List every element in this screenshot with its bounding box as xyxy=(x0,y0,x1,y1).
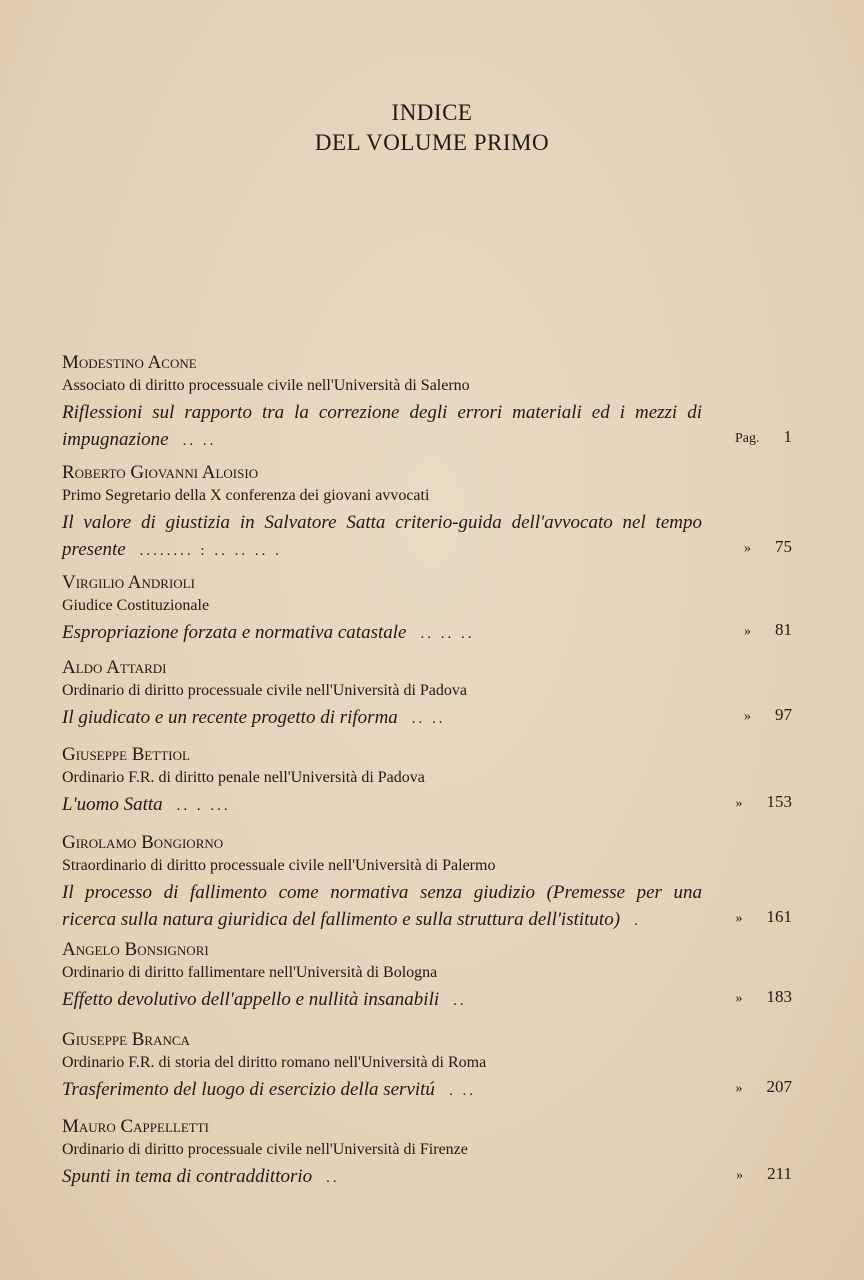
work-title: Spunti in tema di contraddittorio xyxy=(62,1166,313,1187)
author-name: Virgilio Andrioli xyxy=(62,572,195,593)
author-affiliation: Ordinario di diritto processuale civile nell'Università di Padova xyxy=(62,682,467,699)
author-name: Mauro Cappelletti xyxy=(62,1116,209,1137)
work-title-last-line xyxy=(62,426,802,455)
work-title-last-line xyxy=(62,536,802,565)
author-name: Aldo Attardi xyxy=(62,657,167,678)
author-affiliation: Straordinario di diritto processuale civile nell'Università di Palermo xyxy=(62,857,496,874)
work-title-last-line xyxy=(62,619,802,648)
page-number: 1 xyxy=(783,427,792,446)
author-affiliation: Associato di diritto processuale civile nell'Università di Salerno xyxy=(62,377,470,394)
author-name: Giuseppe Bettiol xyxy=(62,744,190,765)
page-prefix: Pag. xyxy=(735,431,760,446)
page-reference xyxy=(744,701,792,730)
author-name: Roberto Giovanni Aloisio xyxy=(62,462,259,483)
work-title: presente xyxy=(62,539,126,560)
page-prefix: » xyxy=(735,911,743,926)
author-name: Giuseppe Branca xyxy=(62,1029,190,1050)
page-prefix: » xyxy=(744,624,751,639)
work-title-last-line xyxy=(62,1163,802,1192)
page-number: 81 xyxy=(775,620,792,639)
work-title-last-line xyxy=(62,791,802,820)
work-title-last-line xyxy=(62,986,802,1015)
toc-entry xyxy=(62,657,802,733)
page-prefix: » xyxy=(744,709,751,724)
page-number: 183 xyxy=(766,987,792,1006)
dot-leader: .. xyxy=(453,993,467,1009)
toc-entry xyxy=(62,939,802,1015)
dot-leader: . xyxy=(634,913,641,929)
author-name: Girolamo Bongiorno xyxy=(62,832,224,853)
work-title-last-line xyxy=(62,906,802,935)
toc-entry xyxy=(62,832,802,935)
dot-leader: . .. xyxy=(448,1083,476,1099)
dot-leader: .. . ... xyxy=(176,798,231,814)
page-number: 161 xyxy=(766,907,792,926)
page-reference xyxy=(736,788,793,817)
work-title-line: Il processo di fallimento come normativa senza giudizio (Premesse per una xyxy=(62,882,702,903)
toc-entry xyxy=(62,352,802,455)
page-reference xyxy=(744,533,792,562)
page-number: 153 xyxy=(766,792,792,811)
author-affiliation: Giudice Costituzionale xyxy=(62,597,210,614)
dot-leader: .. xyxy=(326,1170,340,1186)
work-title: Trasferimento del luogo di esercizio della servitú xyxy=(62,1079,435,1100)
page-reference xyxy=(736,1160,792,1189)
page-number: 207 xyxy=(766,1077,792,1096)
dot-leader: .. .. .. xyxy=(420,626,475,642)
page-prefix: » xyxy=(735,796,743,811)
toc-entry xyxy=(62,744,802,820)
page-prefix: » xyxy=(744,541,751,556)
page-reference xyxy=(736,1073,793,1102)
work-title-line: Riflessioni sul rapporto tra la correzione degli errori materiali ed i mezzi di xyxy=(62,402,702,423)
author-affiliation: Primo Segretario della X conferenza dei giovani avvocati xyxy=(62,487,430,504)
toc-entry xyxy=(62,572,802,648)
dot-leader: .. .. xyxy=(182,433,217,449)
work-title: Espropriazione forzata e normativa catastale xyxy=(62,622,407,643)
author-affiliation: Ordinario di diritto fallimentare nell'Università di Bologna xyxy=(62,964,438,981)
page-reference xyxy=(744,616,792,645)
work-title-line: Il valore di giustizia in Salvatore Satta criterio-guida dell'avvocato nel tempo xyxy=(62,512,702,533)
volume-title: DEL VOLUME PRIMO xyxy=(314,130,550,155)
page-reference xyxy=(736,903,793,932)
dot-leader: .. .. xyxy=(411,711,446,727)
work-title: Il giudicato e un recente progetto di riforma xyxy=(62,707,398,728)
page-prefix: » xyxy=(735,1081,743,1096)
page-reference xyxy=(735,423,792,452)
work-title: impugnazione xyxy=(62,429,169,450)
toc-entry xyxy=(62,1029,802,1105)
page-number: 75 xyxy=(775,537,792,556)
page-prefix: » xyxy=(735,991,743,1006)
page-reference xyxy=(736,983,793,1012)
page-number: 97 xyxy=(775,705,792,724)
page-number: 211 xyxy=(767,1164,792,1183)
index-title: INDICE xyxy=(391,100,473,125)
author-name: Angelo Bonsignori xyxy=(62,939,209,960)
work-title-last-line xyxy=(62,704,802,733)
author-affiliation: Ordinario F.R. di storia del diritto romano nell'Università di Roma xyxy=(62,1054,487,1071)
work-title: ricerca sulla natura giuridica del fallimento e sulla struttura dell'istituto) xyxy=(62,909,621,930)
author-affiliation: Ordinario F.R. di diritto penale nell'Università di Padova xyxy=(62,769,425,786)
toc-entry xyxy=(62,462,802,565)
work-title: L'uomo Satta xyxy=(62,794,163,815)
page-prefix: » xyxy=(736,1168,744,1183)
author-affiliation: Ordinario di diritto processuale civile nell'Università di Firenze xyxy=(62,1141,468,1158)
work-title: Effetto devolutivo dell'appello e nullità insanabili xyxy=(62,989,440,1010)
toc-entry xyxy=(62,1116,802,1192)
work-title-last-line xyxy=(62,1076,802,1105)
dot-leader: ........ : .. .. .. . xyxy=(139,543,282,559)
author-name: Modestino Acone xyxy=(62,352,197,373)
